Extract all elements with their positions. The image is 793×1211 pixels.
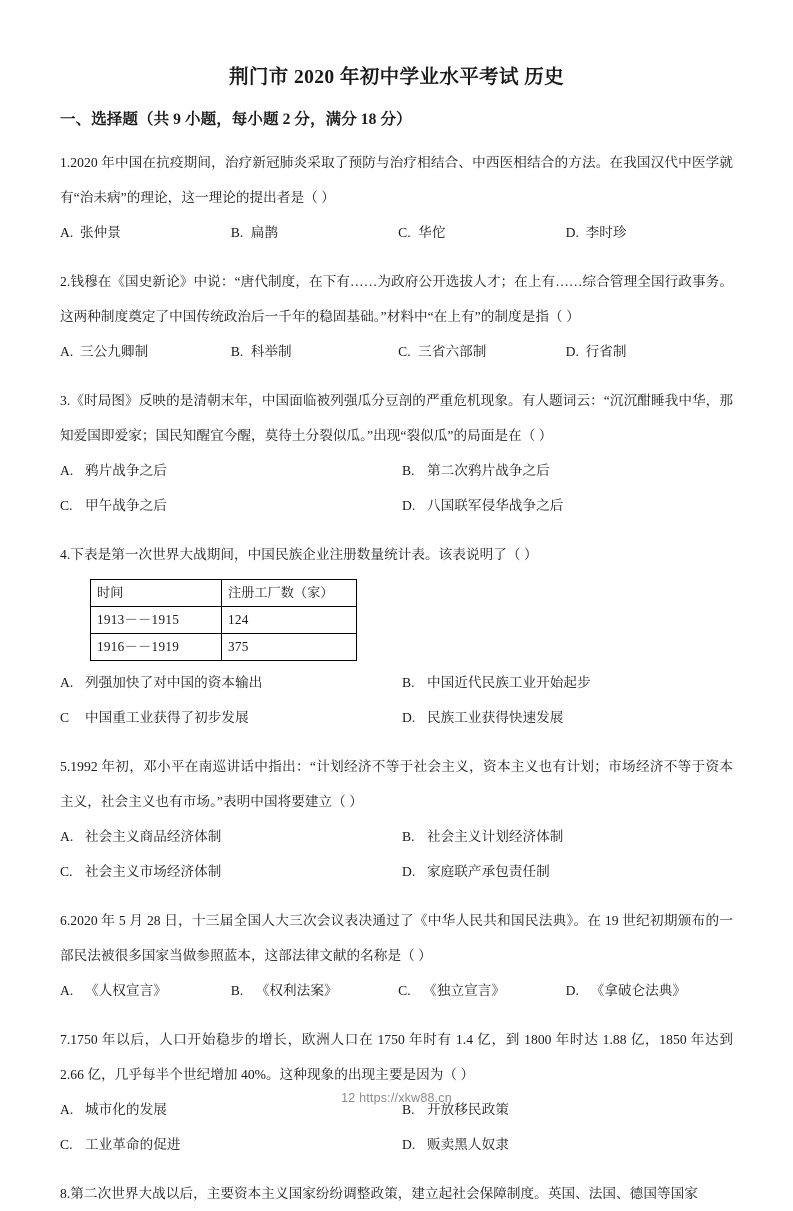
option-tag: D. [565,225,579,241]
option-tag: B. [402,1102,415,1118]
question-stem: 1.2020 年中国在抗疫期间，治疗新冠肺炎采取了预防与治疗相结合、中西医相结合的方法。在我国汉代中医学就有“治未病”的理论，这一理论的提出者是（ ） [60,155,733,206]
question-4 [60,537,733,735]
option-row [60,1127,733,1162]
option-text: 华佗 [418,225,446,241]
option-tag: D. [565,983,579,999]
question-3 [60,383,733,523]
question-stem: 2.钱穆在《国史新论》中说：“唐代制度，在下有……为政府公开选拔人才；在上有……综合管理全国行政事务。这两种制度奠定了中国传统政治后一千年的稳固基础。”材料中“在上有”的制度是指（ ） [60,274,733,325]
question-stem: 8.第二次世界大战以后，主要资本主义国家纷纷调整政策，建立起社会保障制度。英国、法国、德国等国家 [60,1186,698,1202]
option-tag: C. [398,344,411,360]
option-tag: B. [402,463,415,479]
option-text: 社会主义计划经济体制 [427,829,564,845]
option-tag: D. [402,498,416,514]
option-b[interactable] [391,819,733,854]
question-1 [60,145,733,250]
option-tag: C. [60,1137,73,1153]
option-tag: B. [230,983,244,999]
option-tag: A. [60,1102,74,1118]
statistics-table [90,579,357,661]
option-tag: C. [398,225,411,241]
option-tag: D. [402,710,416,726]
option-text: 张仲景 [80,225,121,241]
option-text: 《人权宣言》 [85,983,167,999]
option-row [60,488,733,523]
option-d[interactable] [566,334,733,369]
option-b[interactable] [391,453,733,488]
option-d[interactable] [391,1127,733,1162]
option-text: 李时珍 [585,225,627,241]
question-stem: 5.1992 年初，邓小平在南巡讲话中指出：“计划经济不等于社会主义，资本主义也有计划；市场经济不等于资本主义，社会主义也有市场。”表明中国将要建立（ ） [60,759,733,810]
option-text: 八国联军侵华战争之后 [427,498,564,514]
option-text: 社会主义商品经济体制 [85,829,222,845]
option-c[interactable] [60,700,391,735]
table-header-row [91,580,357,607]
question-stem: 7.1750 年以后，人口开始稳步的增长，欧洲人口在 1750 年时有 1.4 亿，到 1800 年时达 1.88 亿，1850 年达到 2.66 亿，几乎每半个世纪增加 40%。这种现象的出现主要是因为（ ） [60,1032,733,1083]
option-c[interactable] [398,973,565,1008]
table-cell-count: 375 [222,634,357,661]
option-text: 中国近代民族工业开始起步 [427,675,591,691]
option-text: 《权利法案》 [255,983,338,999]
option-b[interactable] [231,973,398,1008]
footer-watermark: 12 https://xkw88.cn [341,1091,452,1105]
option-text: 《拿破仑法典》 [590,983,687,999]
option-text: 三省六部制 [418,344,487,360]
option-tag: A. [60,463,74,479]
option-text: 家庭联产承包责任制 [427,864,550,880]
option-row [60,819,733,854]
option-tag: A. [60,983,74,999]
option-text: 鸦片战争之后 [85,463,167,479]
option-tag: A. [60,675,74,691]
option-c[interactable] [60,488,391,523]
option-text: 列强加快了对中国的资本输出 [85,675,263,691]
question-8 [60,1176,733,1211]
option-row [60,973,733,1008]
option-text: 甲午战争之后 [85,498,167,514]
option-d[interactable] [391,854,733,889]
question-stem: 3.《时局图》反映的是清朝末年，中国面临被列强瓜分豆剖的严重危机现象。有人题词云：“沉沉酣睡我中华，那知爱国即爱家；国民知醒宜今醒，莫待土分裂似瓜。”出现“裂似瓜”的局面是在（ ） [60,393,733,444]
option-text: 行省制 [585,344,627,360]
option-tag: A. [60,344,74,360]
option-a[interactable] [60,334,231,369]
question-5 [60,749,733,889]
option-d[interactable] [391,488,733,523]
option-text: 三公九卿制 [80,344,149,360]
option-text: 扁鹊 [250,225,279,241]
option-a[interactable] [60,453,391,488]
option-row [60,334,733,369]
option-text: 工业革命的促进 [85,1137,181,1153]
option-tag: B. [230,344,244,360]
option-row [60,453,733,488]
question-6 [60,903,733,1008]
option-c[interactable] [398,334,565,369]
option-text: 民族工业获得快速发展 [427,710,564,726]
table-header-cell: 时间 [91,580,222,607]
option-d[interactable] [391,700,733,735]
option-tag: C. [398,983,411,999]
option-text: 开放移民政策 [427,1102,509,1118]
option-text: 第二次鸦片战争之后 [427,463,550,479]
option-a[interactable] [60,665,391,700]
statistics-table-wrapper [60,572,733,665]
option-d[interactable] [566,973,733,1008]
option-tag: A. [60,225,74,241]
option-a[interactable] [60,215,231,250]
question-stem: 6.2020 年 5 月 28 日，十三届全国人大三次会议表决通过了《中华人民共和国民法典》。在 19 世纪初期颁布的一部民法被很多国家当做参照蓝本，这部法律文献的名称是（ ） [60,913,733,964]
option-row [60,215,733,250]
option-c[interactable] [60,1127,391,1162]
option-row [60,665,733,700]
option-d[interactable] [566,215,733,250]
page-title: 荆门市 2020 年初中学业水平考试 历史 [228,67,565,88]
table-header-cell: 注册工厂数（家） [222,580,357,607]
option-tag: D. [402,864,416,880]
question-2 [60,264,733,369]
option-tag: D. [402,1137,416,1153]
table-row [91,607,357,634]
option-tag: B. [230,225,244,241]
option-text: 《独立宣言》 [423,983,506,999]
option-text: 贩卖黑人奴隶 [427,1137,509,1153]
table-cell-period: 1913－－1915 [91,607,222,634]
option-a[interactable] [60,819,391,854]
option-text: 中国重工业获得了初步发展 [85,710,249,726]
option-tag: D. [565,344,579,360]
option-b[interactable] [231,334,398,369]
option-tag: C [60,710,70,726]
table-cell-count: 124 [222,607,357,634]
table-cell-period: 1916－－1919 [91,634,222,661]
option-tag: B. [402,675,415,691]
option-text: 科举制 [250,344,292,360]
option-tag: C. [60,864,73,880]
option-b[interactable] [231,215,398,250]
option-tag: B. [402,829,415,845]
option-tag: A. [60,829,74,845]
option-row [60,700,733,735]
section-heading: 一、选择题（共 9 小题，每小题 2 分，满分 18 分） [60,111,412,129]
table-row [91,634,357,661]
option-c[interactable] [60,854,391,889]
option-c[interactable] [398,215,565,250]
option-tag: C. [60,498,73,514]
option-row [60,854,733,889]
option-text: 社会主义市场经济体制 [85,864,222,880]
option-text: 城市化的发展 [85,1102,167,1118]
option-b[interactable] [391,665,733,700]
option-a[interactable] [60,973,231,1008]
question-stem: 4.下表是第一次世界大战期间，中国民族企业注册数量统计表。该表说明了（ ） [60,547,538,563]
